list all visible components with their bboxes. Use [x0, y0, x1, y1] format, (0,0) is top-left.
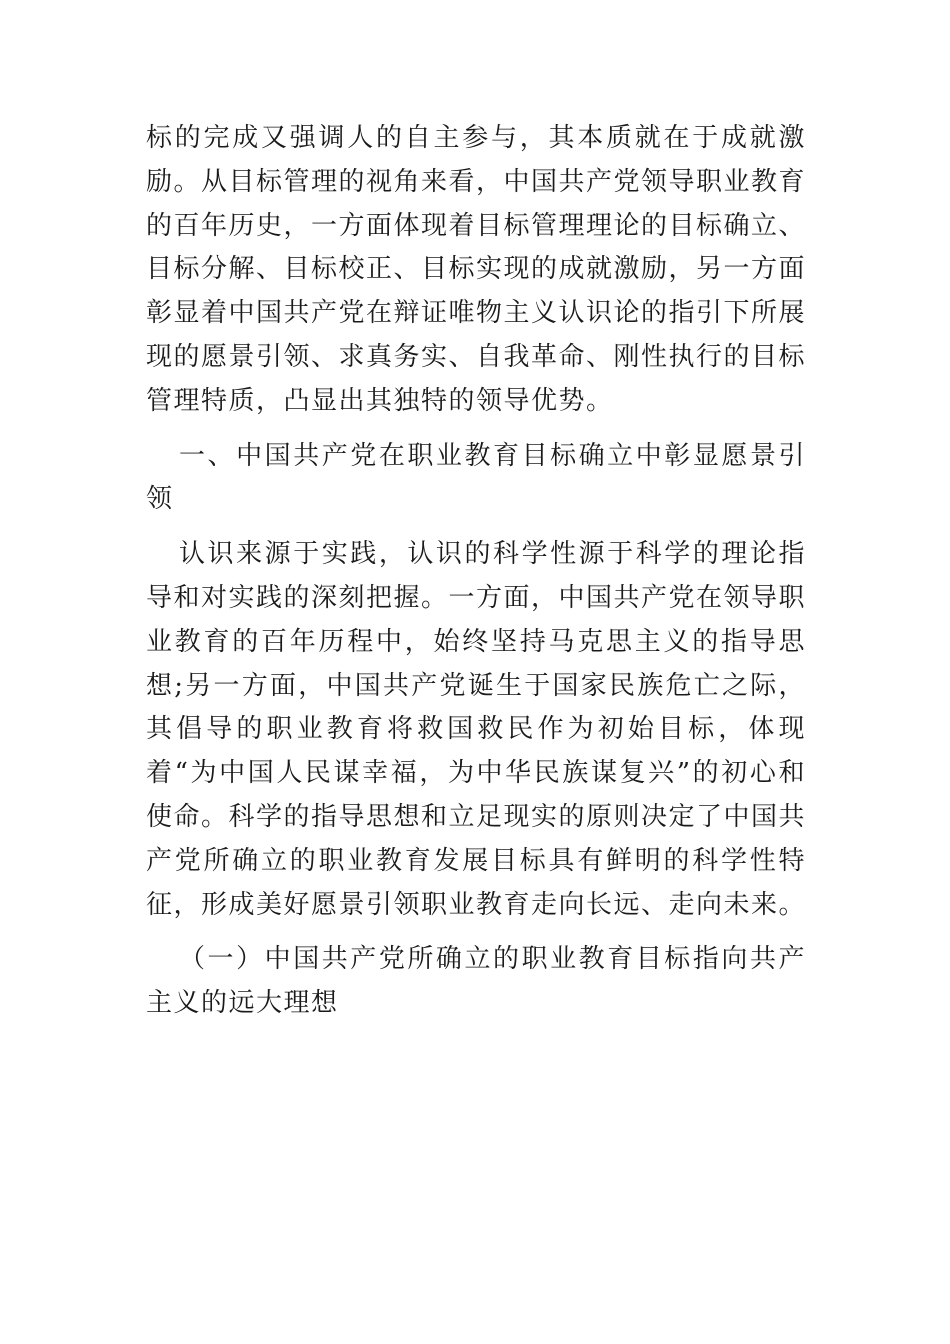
document-page — [146, 117, 806, 1026]
spacer — [146, 424, 806, 435]
section-heading: 一、中国共产党在职业教育目标确立中彰显愿景引领 — [146, 440, 806, 515]
spacer — [146, 927, 806, 938]
spacer — [146, 522, 806, 533]
subsection-heading: （一）中国共产党所确立的职业教育目标指向共产主义的远大理想 — [146, 944, 806, 1019]
intro-paragraph: 标的完成又强调人的自主参与，其本质就在于成就激励。从目标管理的视角来看，中国共产党领导职业教育的百年历史，一方面体现着目标管理理论的目标确立、目标分解、目标校正、目标实现的成就激励，另一方面彰显着中国共产党在辩证唯物主义认识论的指引下所展现的愿景引领、求真务实、自我革命、刚性执行的目标管理特质，凸显出其独特的领导优势。 — [146, 123, 807, 416]
section-body-paragraph: 认识来源于实践，认识的科学性源于科学的理论指导和对实践的深刻把握。一方面，中国共产党在领导职业教育的百年历程中，始终坚持马克思主义的指导思想;另一方面，中国共产党诞生于国家民族危亡之际，其倡导的职业教育将救国救民作为初始目标，体现着“为中国人民谋幸福，为中华民族谋复兴”的初心和使命。科学的指导思想和立足现实的原则决定了中国共产党所确立的职业教育发展目标具有鲜明的科学性特征，形成美好愿景引领职业教育走向长远、走向未来。 — [146, 539, 807, 920]
